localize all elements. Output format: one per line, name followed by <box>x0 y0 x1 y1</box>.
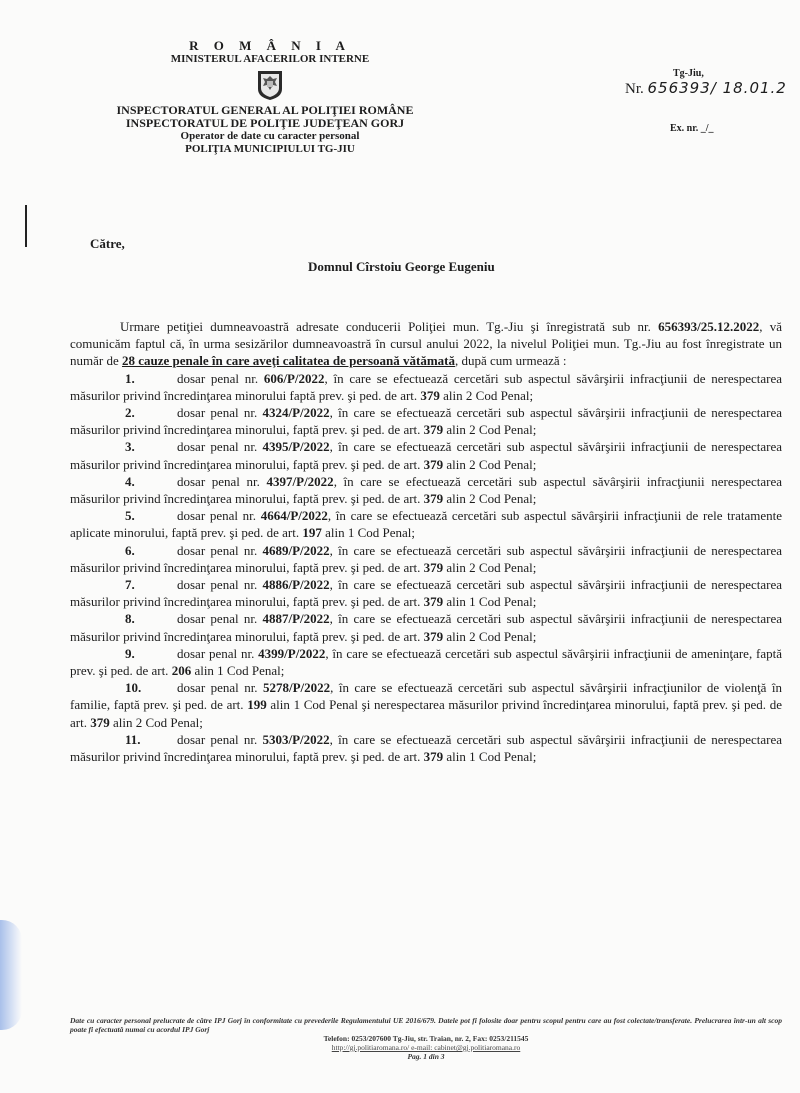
case-article: 379 <box>423 456 444 472</box>
case-prefix: dosar penal nr. <box>177 508 261 524</box>
case-item <box>70 507 782 541</box>
case-file-number: 4886/P/2022 <box>262 577 330 593</box>
case-suffix: alin 1 Cod Penal; <box>321 525 416 541</box>
margin-mark <box>25 205 27 247</box>
case-suffix: alin 1 Cod Penal şi nerespectarea măsurilor privind încredinţarea minorului, faptă prev. şi ped. de art. <box>70 697 782 730</box>
case-number: 11. <box>125 731 141 747</box>
case-suffix: alin 2 Cod Penal; <box>439 387 534 403</box>
inspectorate-general: INSPECTORATUL GENERAL AL POLIŢIEI ROMÂNE <box>116 103 414 117</box>
recipient-name: Domnul Cîrstoiu George Eugeniu <box>308 259 495 274</box>
case-article: 379 <box>423 594 444 610</box>
case-prefix: dosar penal nr. <box>177 731 263 747</box>
case-prefix: dosar penal nr. <box>177 473 267 489</box>
case-file-number: 4399/P/2022 <box>258 645 326 661</box>
case-description: , în care se efectuează cercetări sub aspectul săvârşirii infracţiunii de nerespectarea măsurilor privind încredinţarea minorului, faptă prev. şi ped. de art. <box>70 731 782 765</box>
case-number: 2. <box>125 405 135 421</box>
case-item <box>70 473 782 507</box>
intro-text-3: , după cum urmează : <box>454 353 567 369</box>
case-prefix: dosar penal nr. <box>177 439 263 455</box>
case-description: , în care se efectuează cercetări sub aspectul săvârşirii infracţiunii de nerespectarea măsurilor privind încredinţarea minorului, faptă prev. şi ped. de art. <box>70 611 782 644</box>
letterhead <box>100 38 440 156</box>
case-item <box>70 679 782 731</box>
country-name: R O M Â N I A <box>189 38 351 53</box>
case-description: , în care se efectuează cercetări sub aspectul săvârşirii infracţiunii de nerespectarea măsurilor privind încredinţarea minorului, faptă prev. şi ped. de art. <box>70 542 782 575</box>
case-item <box>70 542 782 576</box>
case-prefix: dosar penal nr. <box>177 680 263 696</box>
case-number: 6. <box>125 542 135 558</box>
case-suffix: alin 2 Cod Penal; <box>443 491 537 507</box>
intro-paragraph <box>70 318 782 370</box>
case-number: 5. <box>125 508 135 524</box>
case-description: , în care se efectuează cercetări sub aspectul săvârşirii infracţiunii de rele tratamente aplicate minorului, faptă prev. şi ped. de art. <box>70 508 783 541</box>
case-description: , în care se efectuează cercetări sub aspectul săvârşirii infracţiunii de ameninţare, faptă prev. şi ped. de art. <box>70 645 783 679</box>
case-number: 3. <box>125 439 135 455</box>
case-item <box>70 645 782 679</box>
case-file-number: 4395/P/2022 <box>262 439 330 455</box>
case-prefix: dosar penal nr. <box>177 577 263 593</box>
case-article-2: 379 <box>90 714 110 730</box>
case-suffix: alin 1 Cod Penal; <box>443 749 537 765</box>
reference-nr-value: 656393/ 18.01.2 <box>647 79 787 97</box>
case-number: 10. <box>125 680 142 696</box>
case-number: 9. <box>125 645 135 661</box>
case-article: 379 <box>423 628 444 644</box>
finger-blur <box>0 920 22 1030</box>
coat-of-arms-icon <box>256 69 284 101</box>
case-prefix: dosar penal nr. <box>177 405 263 421</box>
case-article: 379 <box>423 559 444 575</box>
case-prefix: dosar penal nr. <box>177 645 259 661</box>
case-number: 8. <box>125 611 135 627</box>
case-prefix: dosar penal nr. <box>177 611 263 627</box>
case-file-number: 5303/P/2022 <box>262 731 330 747</box>
case-number: 1. <box>125 370 135 386</box>
case-item <box>70 438 782 472</box>
case-number: 4. <box>125 473 135 489</box>
case-prefix: dosar penal nr. <box>177 370 264 386</box>
petition-reference: 656393/25.12.2022 <box>658 319 760 334</box>
case-description: , în care se efectuează cercetări sub aspectul săvârşirii infracţiunii nerespectarea măsurilor privind încredinţarea minorului, faptă prev. şi ped. de art. <box>70 473 782 507</box>
case-file-number: 4664/P/2022 <box>260 508 328 524</box>
case-count-highlight: 28 cauze penale în care aveţi calitatea de persoană vătămată <box>121 353 455 369</box>
case-file-number: 5278/P/2022 <box>263 680 331 696</box>
case-article: 379 <box>423 422 444 438</box>
case-description: , în care se efectuează cercetări sub aspectul săvârşirii infracţiunii de nerespectarea măsurilor privind încredinţarea minorului, faptă prev. şi ped. de art. <box>70 405 782 438</box>
gdpr-notice: Date cu caracter personal prelucrate de către IPJ Gorj în conformitate cu prevederile Regulamentului UE 2016/679. Datele pot fi folosite doar pentru scopul pentru care au fost colectate/transferate. Prelucrarea într-un alt scop poate fi efectuată numai cu acordul IPJ Gorj <box>70 1016 782 1034</box>
case-number: 7. <box>125 577 135 593</box>
web-email-link[interactable]: http://gj.politiaromana.ro/ e-mail: cabinet@gj.politiaromana.ro <box>331 1043 521 1052</box>
addressee-to: Către, <box>90 236 125 251</box>
case-description: , în care se efectuează cercetări sub aspectul săvârşirii infracţiunii de nerespectarea măsurilor privind încredinţarea minorului faptă prev. şi ped. de art. <box>70 370 782 403</box>
case-item <box>70 610 782 644</box>
intro-text-2: , vă comunicăm faptul că, în urma sesizărilor dumneavoastră în cursul anului 2022, la nivelul Poliţiei mun. Tg.-Jiu au fost înregistrate un număr de <box>70 319 782 369</box>
case-file-number: 606/P/2022 <box>263 370 325 386</box>
ministry-name: MINISTERUL AFACERILOR INTERNE <box>170 53 370 65</box>
case-item <box>70 731 782 765</box>
intro-text-1: Urmare petiţiei dumneavoastră adresate conducerii Poliţiei mun. Tg.-Jiu şi înregistrată sub nr. <box>120 319 659 334</box>
contact-info: Telefon: 0253/207600 Tg-Jiu, str. Traian, nr. 2, Fax: 0253/211545 <box>323 1034 529 1043</box>
inspectorate-county: INSPECTORATUL DE POLIŢIE JUDEŢEAN GORJ <box>125 116 405 130</box>
case-article: 199 <box>247 697 267 713</box>
case-item <box>70 370 782 404</box>
case-article: 379 <box>423 749 444 765</box>
case-description: , în care se efectuează cercetări sub aspectul săvârşirii infracţiunilor de violenţă în familie, faptă prev. şi ped. de art. <box>70 680 782 713</box>
case-suffix: alin 2 Cod Penal; <box>443 456 537 472</box>
case-item <box>70 404 782 438</box>
case-description: , în care se efectuează cercetări sub aspectul săvârşirii infracţiunii de nerespectarea măsurilor privind încredinţarea minorului, faptă prev. şi ped. de art. <box>70 439 782 472</box>
footer <box>70 1016 782 1061</box>
case-article: 197 <box>302 525 322 541</box>
police-unit: POLIŢIA MUNICIPIULUI TG-JIU <box>185 143 355 155</box>
case-list <box>70 370 782 766</box>
case-suffix-2: alin 2 Cod Penal; <box>109 714 203 730</box>
case-suffix: alin 2 Cod Penal; <box>443 628 537 644</box>
page-number: Pag. 1 din 3 <box>407 1052 445 1061</box>
letter-body <box>70 318 782 765</box>
case-file-number: 4887/P/2022 <box>262 611 330 627</box>
case-article: 379 <box>420 387 440 403</box>
case-suffix: alin 1 Cod Penal; <box>191 663 285 679</box>
reference-nr-label: Nr. <box>625 81 644 97</box>
case-article: 379 <box>423 491 444 507</box>
case-file-number: 4397/P/2022 <box>266 473 334 489</box>
case-article: 206 <box>171 663 192 679</box>
case-suffix: alin 2 Cod Penal; <box>443 559 537 575</box>
copy-number: Ex. nr. _/_ <box>670 123 714 134</box>
case-item <box>70 576 782 610</box>
case-file-number: 4689/P/2022 <box>262 542 330 558</box>
data-operator: Operator de date cu caracter personal <box>180 130 360 142</box>
case-suffix: alin 2 Cod Penal; <box>443 422 537 438</box>
case-description: , în care se efectuează cercetări sub aspectul săvârşirii infracţiunii de nerespectarea măsurilor privind încredinţarea minorului, faptă prev. şi ped. de art. <box>70 577 782 610</box>
case-suffix: alin 1 Cod Penal; <box>443 594 537 610</box>
case-file-number: 4324/P/2022 <box>262 405 330 421</box>
case-prefix: dosar penal nr. <box>177 542 263 558</box>
reference-city: Tg-Jiu, <box>673 68 704 79</box>
reference-number <box>625 79 787 98</box>
